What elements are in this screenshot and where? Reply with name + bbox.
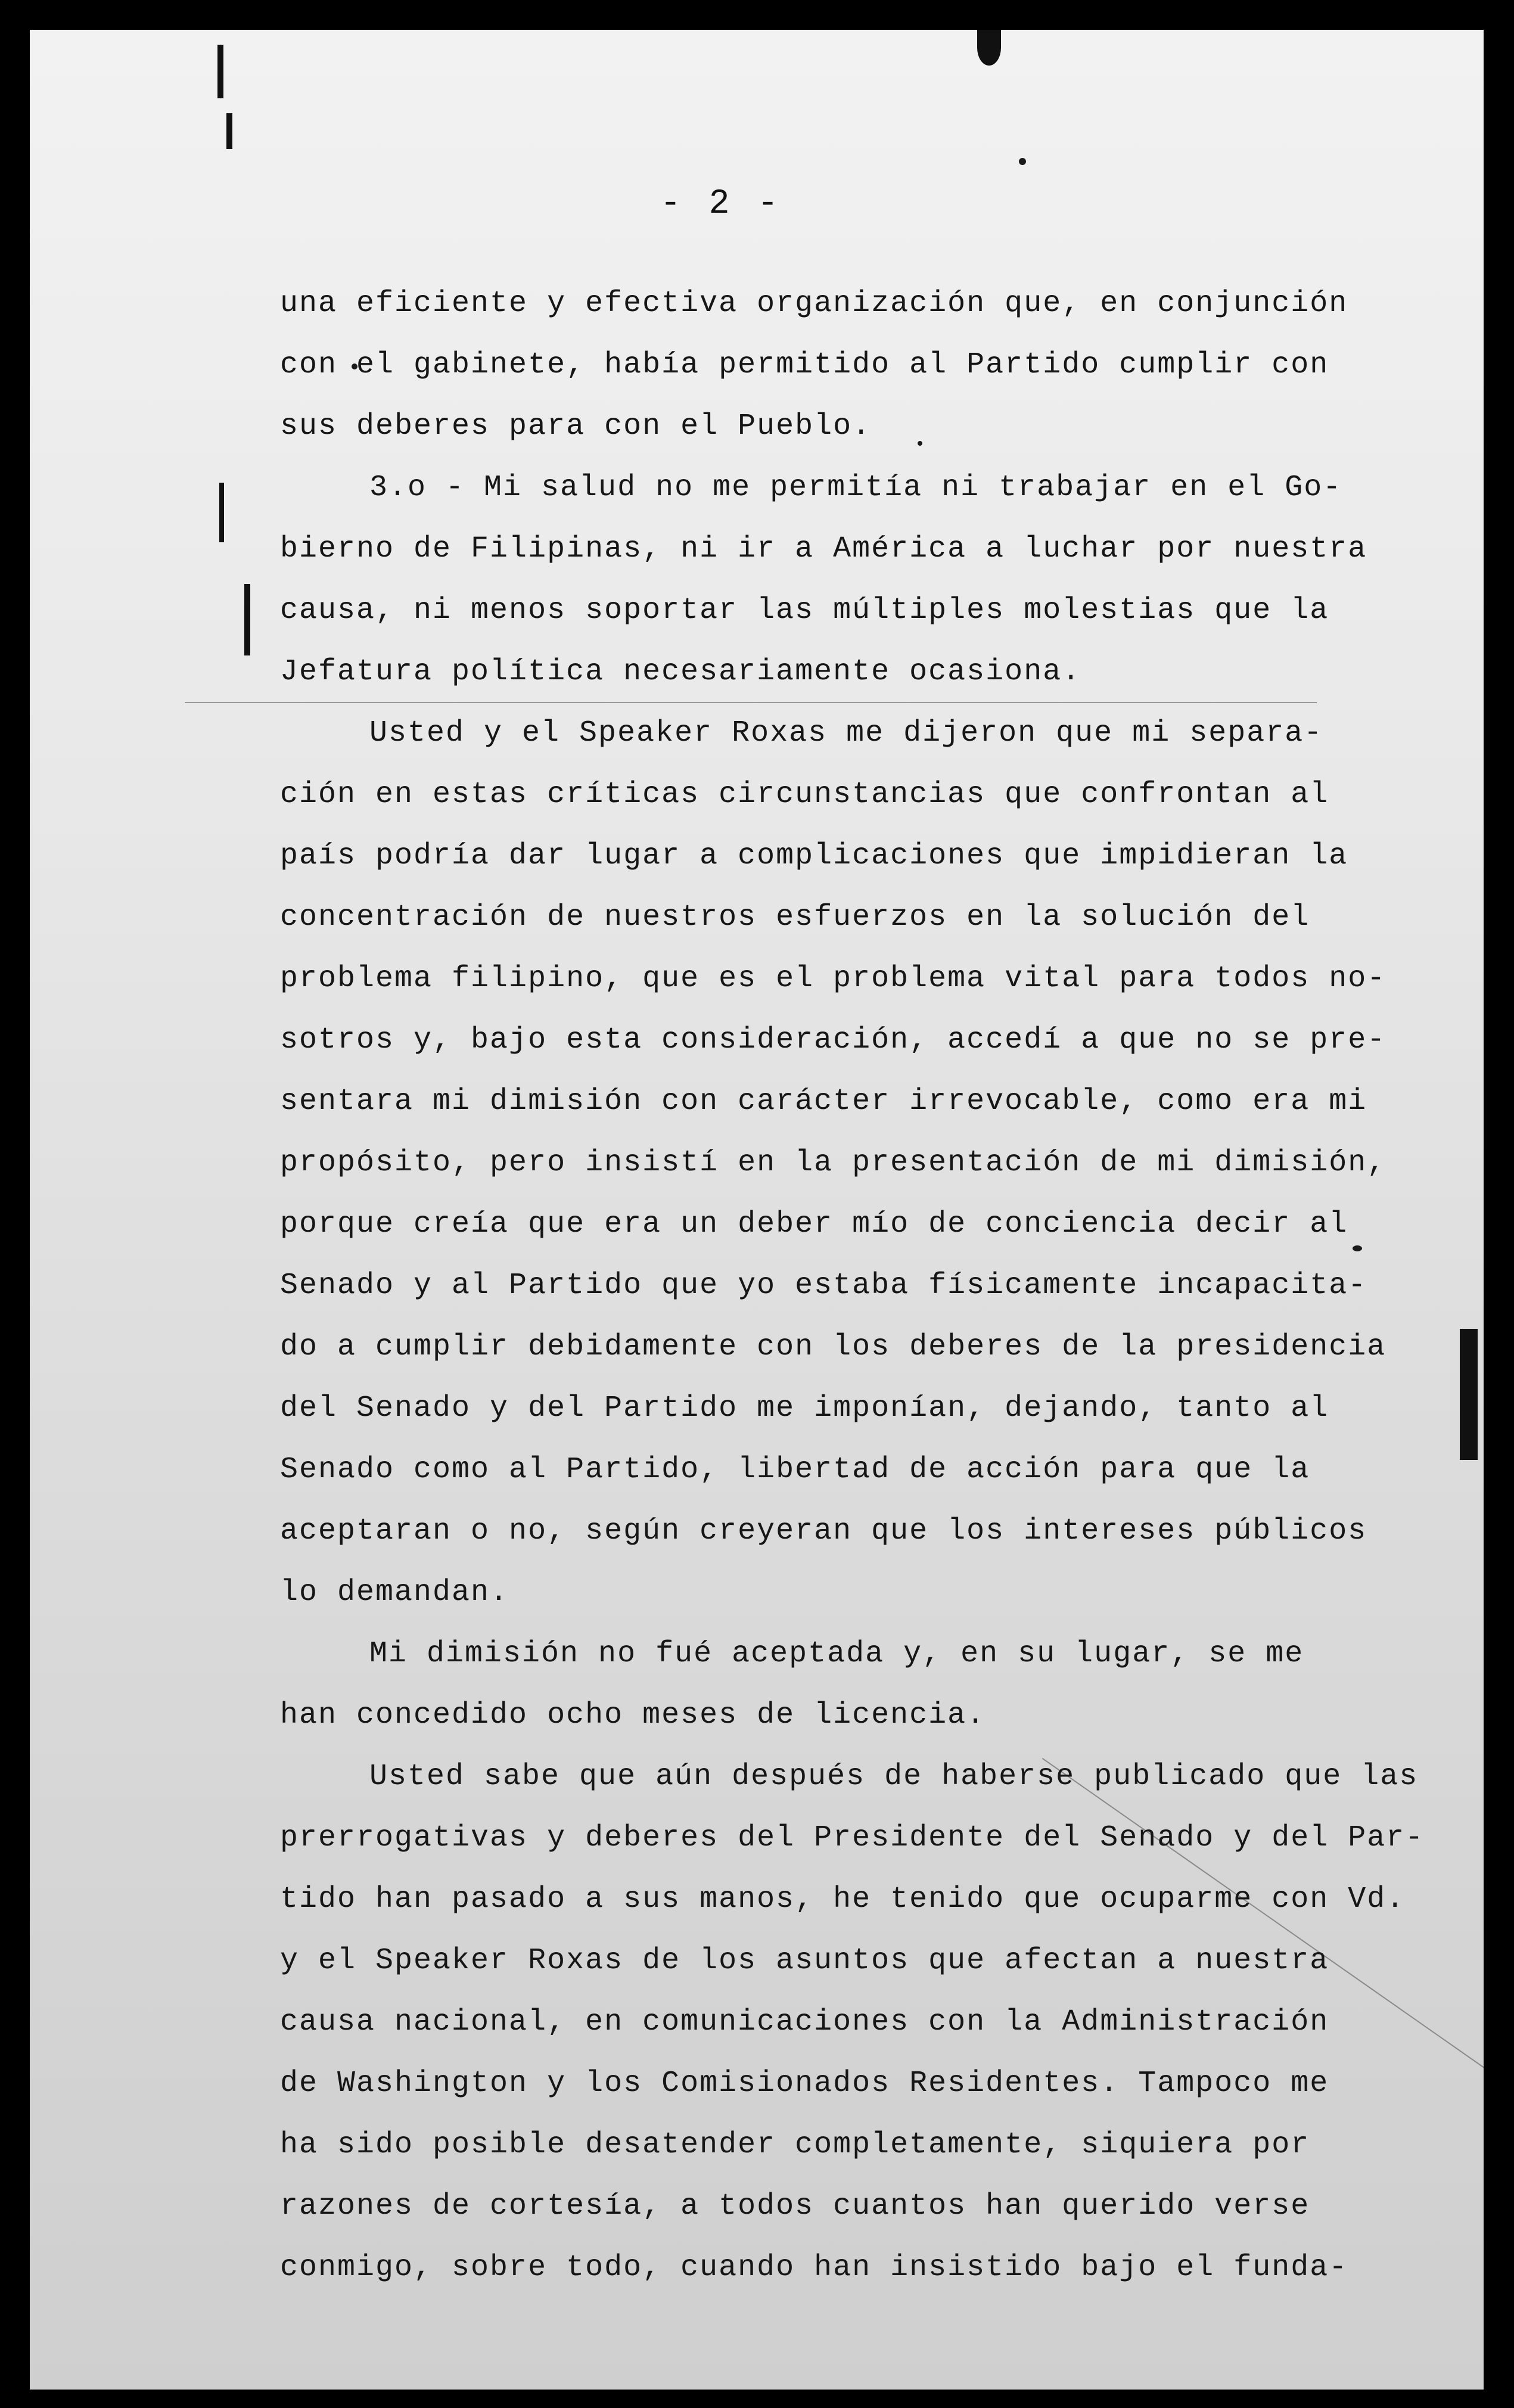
- text-line: razones de cortesía, a todos cuantos han querido verse: [280, 2189, 1310, 2223]
- text-line: Usted sabe que aún después de haberse publicado que las: [369, 1760, 1419, 1794]
- text-line: con el gabinete, había permitido al Partido cumplir con: [280, 348, 1329, 382]
- text-line: 3.o - Mi salud no me permitía ni trabajar en el Go-: [369, 471, 1342, 505]
- text-line: país podría dar lugar a complicaciones que impidieran la: [280, 839, 1348, 873]
- ink-speck: [1019, 158, 1026, 165]
- text-line: do a cumplir debidamente con los deberes de la presidencia: [280, 1330, 1386, 1364]
- faint-rule: [185, 702, 1317, 703]
- binding-mark: [217, 45, 223, 98]
- text-line: conmigo, sobre todo, cuando han insistido bajo el funda-: [280, 2251, 1348, 2285]
- text-line: sentara mi dimisión con carácter irrevocable, como era mi: [280, 1085, 1367, 1118]
- text-line: del Senado y del Partido me imponían, dejando, tanto al: [280, 1391, 1329, 1425]
- text-line: tido han pasado a sus manos, he tenido que ocuparme con Vd.: [280, 1882, 1406, 1916]
- text-line: Senado y al Partido que yo estaba físicamente incapacita-: [280, 1269, 1367, 1303]
- binding-mark: [244, 584, 250, 655]
- faint-crease: [1042, 1758, 1484, 2101]
- text-line: propósito, pero insistí en la presentación de mi dimisión,: [280, 1146, 1386, 1180]
- text-line: Senado como al Partido, libertad de acción para que la: [280, 1453, 1310, 1487]
- text-line: causa nacional, en comunicaciones con la Administración: [280, 2005, 1329, 2039]
- text-line: porque creía que era un deber mío de conciencia decir al: [280, 1207, 1348, 1241]
- binding-mark: [219, 483, 224, 542]
- text-line: han concedido ocho meses de licencia.: [280, 1698, 986, 1732]
- text-line: aceptaran o no, según creyeran que los intereses públicos: [280, 1514, 1367, 1548]
- text-line: ción en estas críticas circunstancias que confrontan al: [280, 778, 1329, 812]
- text-line: ha sido posible desatender completamente, siquiera por: [280, 2128, 1310, 2162]
- text-line: Mi dimisión no fué aceptada y, en su lugar, se me: [369, 1637, 1304, 1671]
- text-line: bierno de Filipinas, ni ir a América a luchar por nuestra: [280, 532, 1367, 566]
- page-number: - 2 -: [660, 185, 782, 223]
- text-line: Jefatura política necesariamente ocasiona.: [280, 655, 1081, 689]
- text-line: lo demandan.: [280, 1576, 509, 1610]
- ink-speck: [918, 441, 922, 446]
- text-line: causa, ni menos soportar las múltiples molestias que la: [280, 594, 1329, 627]
- text-line: sus deberes para con el Pueblo.: [280, 409, 872, 443]
- binding-mark: [1460, 1329, 1478, 1460]
- text-line: una eficiente y efectiva organización que, en conjunción: [280, 287, 1348, 321]
- text-line: problema filipino, que es el problema vital para todos no-: [280, 962, 1386, 996]
- binding-mark: [977, 30, 1001, 66]
- text-line: sotros y, bajo esta consideración, accedí a que no se pre-: [280, 1023, 1386, 1057]
- ink-speck: [1353, 1245, 1362, 1251]
- text-line: concentración de nuestros esfuerzos en la solución del: [280, 900, 1310, 934]
- text-line: prerrogativas y deberes del Presidente del Senado y del Par-: [280, 1821, 1425, 1855]
- document-page: [30, 30, 1484, 2390]
- text-line: Usted y el Speaker Roxas me dijeron que mi separa-: [369, 716, 1323, 750]
- text-line: de Washington y los Comisionados Residentes. Tampoco me: [280, 2067, 1329, 2101]
- text-line: y el Speaker Roxas de los asuntos que afectan a nuestra: [280, 1944, 1329, 1978]
- binding-mark: [226, 113, 232, 149]
